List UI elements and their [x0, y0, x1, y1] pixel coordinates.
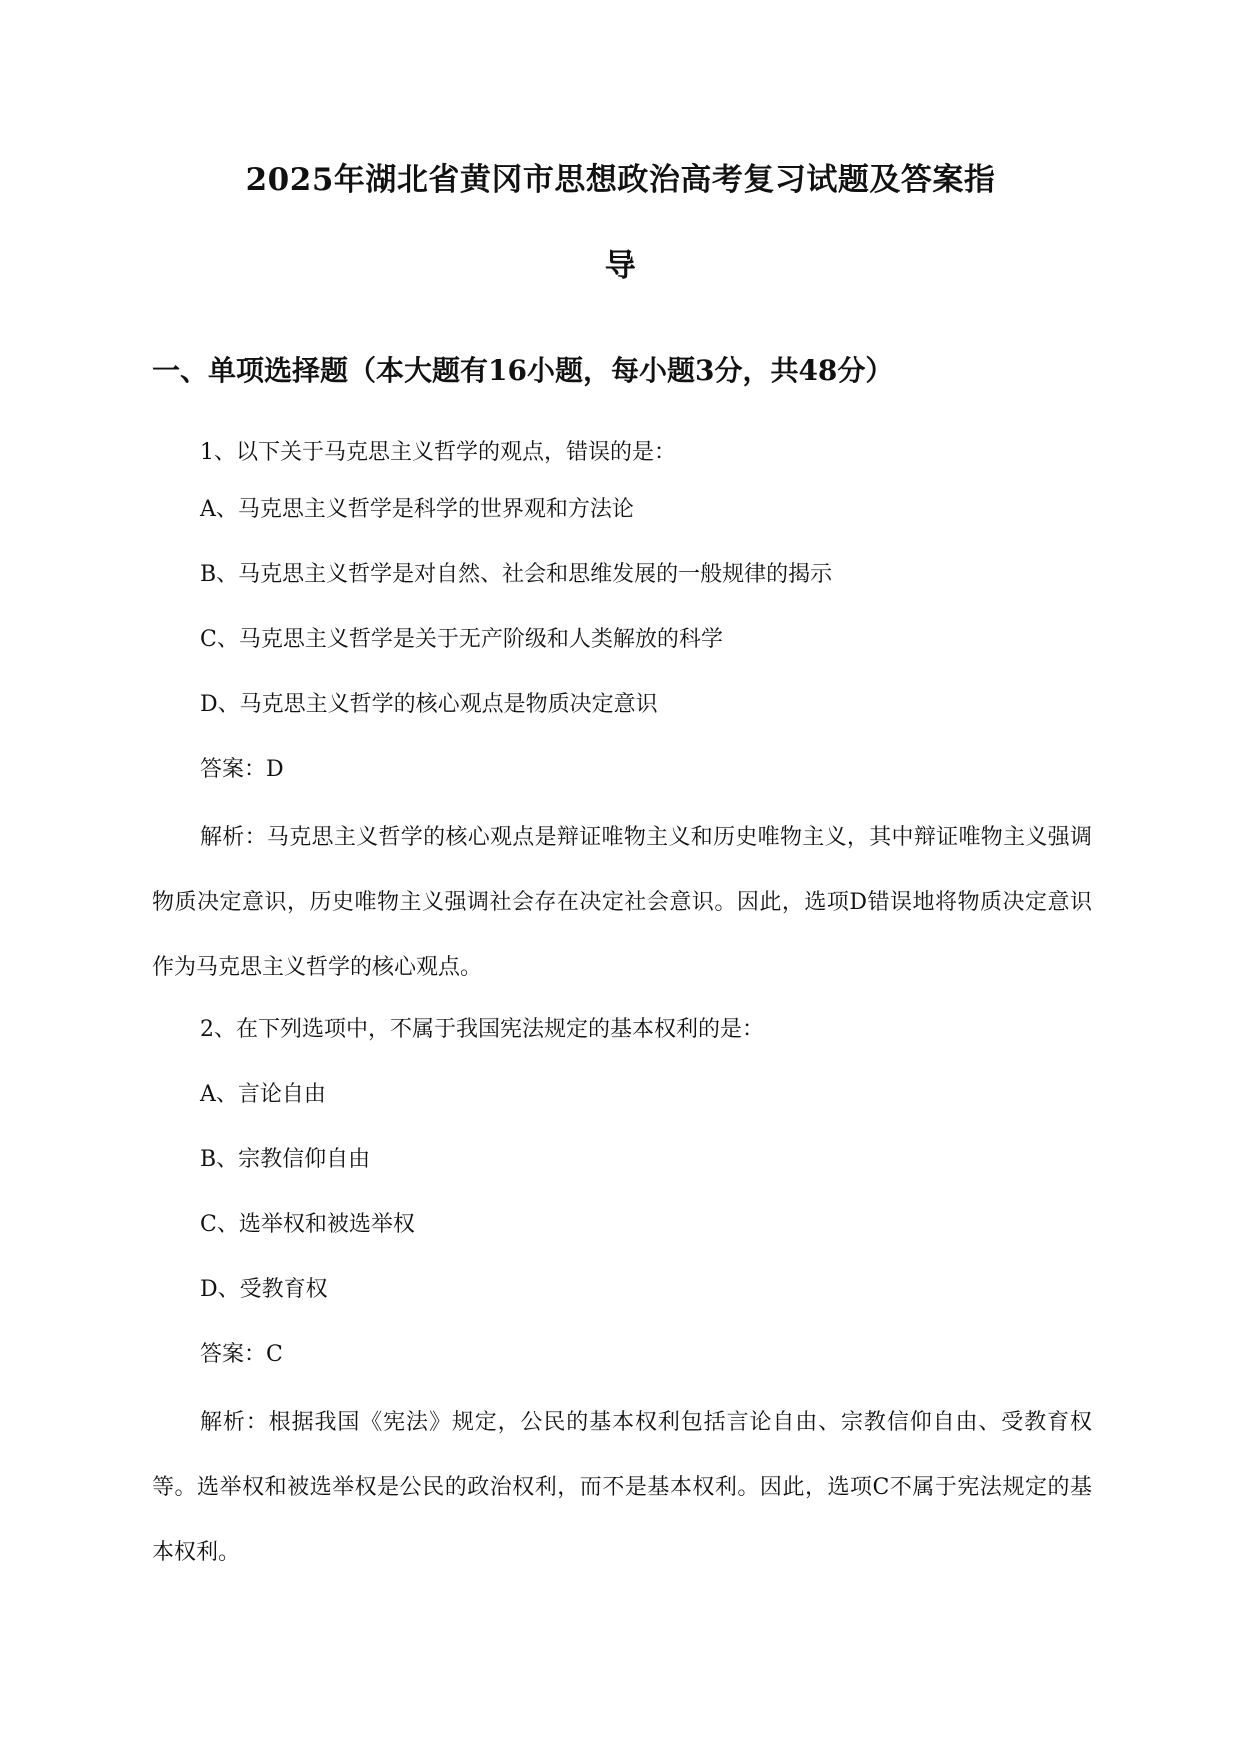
question-2-option-b: B、宗教信仰自由 [200, 1147, 371, 1172]
question-1-option-a: A、马克思主义哲学是科学的世界观和方法论 [200, 497, 634, 522]
question-1-option-c: C、马克思主义哲学是关于无产阶级和人类解放的科学 [200, 627, 723, 652]
question-1-answer: 答案：D [200, 757, 284, 782]
document-title-line-1: 2025年湖北省黄冈市思想政治高考复习试题及答案指 [245, 162, 996, 198]
question-1-stem: 1、以下关于马克思主义哲学的观点，错误的是： [200, 440, 676, 465]
question-2-option-d: D、受教育权 [200, 1277, 328, 1302]
question-2-option-c: C、选举权和被选举权 [200, 1212, 415, 1237]
question-2-stem: 2、在下列选项中，不属于我国宪法规定的基本权利的是： [200, 1017, 764, 1042]
question-1-option-d: D、马克思主义哲学的核心观点是物质决定意识 [200, 692, 658, 717]
question-1-analysis: 解析：马克思主义哲学的核心观点是辩证唯物主义和历史唯物主义，其中辩证唯物主义强调物质决定意识，历史唯物主义强调社会存在决定社会意识。因此，选项D错误地将物质决定意识作为马克思主义哲学的核心观点。 [152, 825, 1092, 980]
question-2-analysis: 解析：根据我国《宪法》规定，公民的基本权利包括言论自由、宗教信仰自由、受教育权等。选举权和被选举权是公民的政治权利，而不是基本权利。因此，选项C不属于宪法规定的基本权利。 [152, 1410, 1092, 1565]
document-title-line-2: 导 [604, 248, 637, 284]
question-1-option-b: B、马克思主义哲学是对自然、社会和思维发展的一般规律的揭示 [200, 562, 833, 587]
question-2-answer: 答案：C [200, 1342, 283, 1367]
question-2-option-a: A、言论自由 [200, 1082, 326, 1107]
section-heading: 一、单项选择题（本大题有16小题，每小题3分，共48分） [152, 354, 894, 387]
